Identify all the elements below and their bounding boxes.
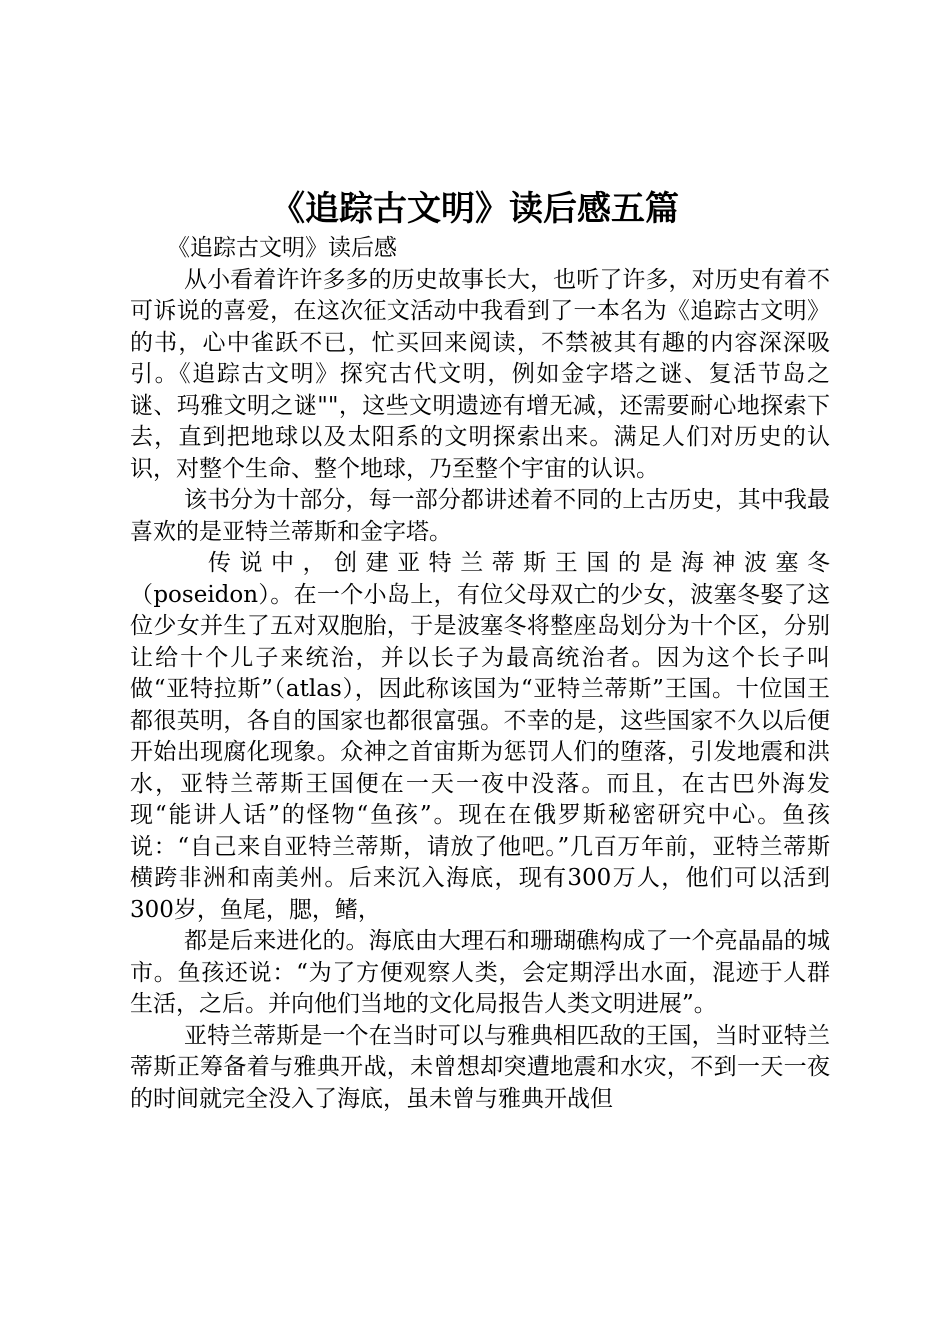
- paragraph-intro: 从小看着许许多多的历史故事长大，也听了许多，对历史有着不可诉说的喜爱，在这次征文活动中我看到了一本名为《追踪古文明》的书，心中雀跃不已，忙买回来阅读，不禁被其有趣的内容深深吸引。《追踪古文明》探究古代文明，例如金字塔之谜、复活节岛之谜、玛雅文明之谜""，这些文明遗迹有增无减，还需要耐心地探索下去，直到把地球以及太阳系的文明探索出来。满足人们对历史的认识，对整个生命、整个地球，乃至整个宇宙的认识。: [130, 266, 830, 482]
- article-subtitle: 《追踪古文明》读后感: [167, 235, 397, 261]
- paragraph-book-structure: 该书分为十部分，每一部分都讲述着不同的上古历史，其中我最喜欢的是亚特兰蒂斯和金字塔。: [130, 487, 830, 545]
- document-title: 《追踪古文明》读后感五篇: [271, 189, 679, 229]
- paragraph-atlantis-legend: 传说中，创建亚特兰蒂斯王国的是海神波塞冬（poseidon）。在一个小岛上，有位父母双亡的少女，波塞冬娶了这位少女并生了五对双胞胎，于是波塞冬将整座岛划分为十个区，分别让给十个儿子来统治，并以长子为最高统治者。因为这个长子叫做“亚特拉斯”（atlas），因此称该国为“亚特兰蒂斯”王国。十位国王都很英明，各自的国家也都很富强。不幸的是，这些国家不久以后便开始出现腐化现象。众神之首宙斯为惩罚人们的堕落，引发地震和洪水，亚特兰蒂斯王国便在一天一夜中没落。而且，在古巴外海发现“能讲人话”的怪物“鱼孩”。现在在俄罗斯秘密研究中心。鱼孩说：“自己来自亚特兰蒂斯，请放了他吧。”几百万年前，亚特兰蒂斯横跨非洲和南美州。后来沉入海底，现有300万人，他们可以活到300岁，鱼尾，腮，鳍，: [130, 550, 830, 923]
- document-body: [130, 233, 830, 1115]
- paragraph-undersea-city: 都是后来进化的。海底由大理石和珊瑚礁构成了一个亮晶晶的城市。鱼孩还说：“为了方便观察人类，会定期浮出水面，混迹于人群生活，之后。并向他们当地的文化局报告人类文明进展”。: [130, 928, 830, 1017]
- paragraph-atlantis-athens: 亚特兰蒂斯是一个在当时可以与雅典相匹敌的王国，当时亚特兰蒂斯正筹备着与雅典开战，未曾想却突遭地震和水灾，不到一天一夜的时间就完全没入了海底，虽未曾与雅典开战但: [130, 1022, 830, 1112]
